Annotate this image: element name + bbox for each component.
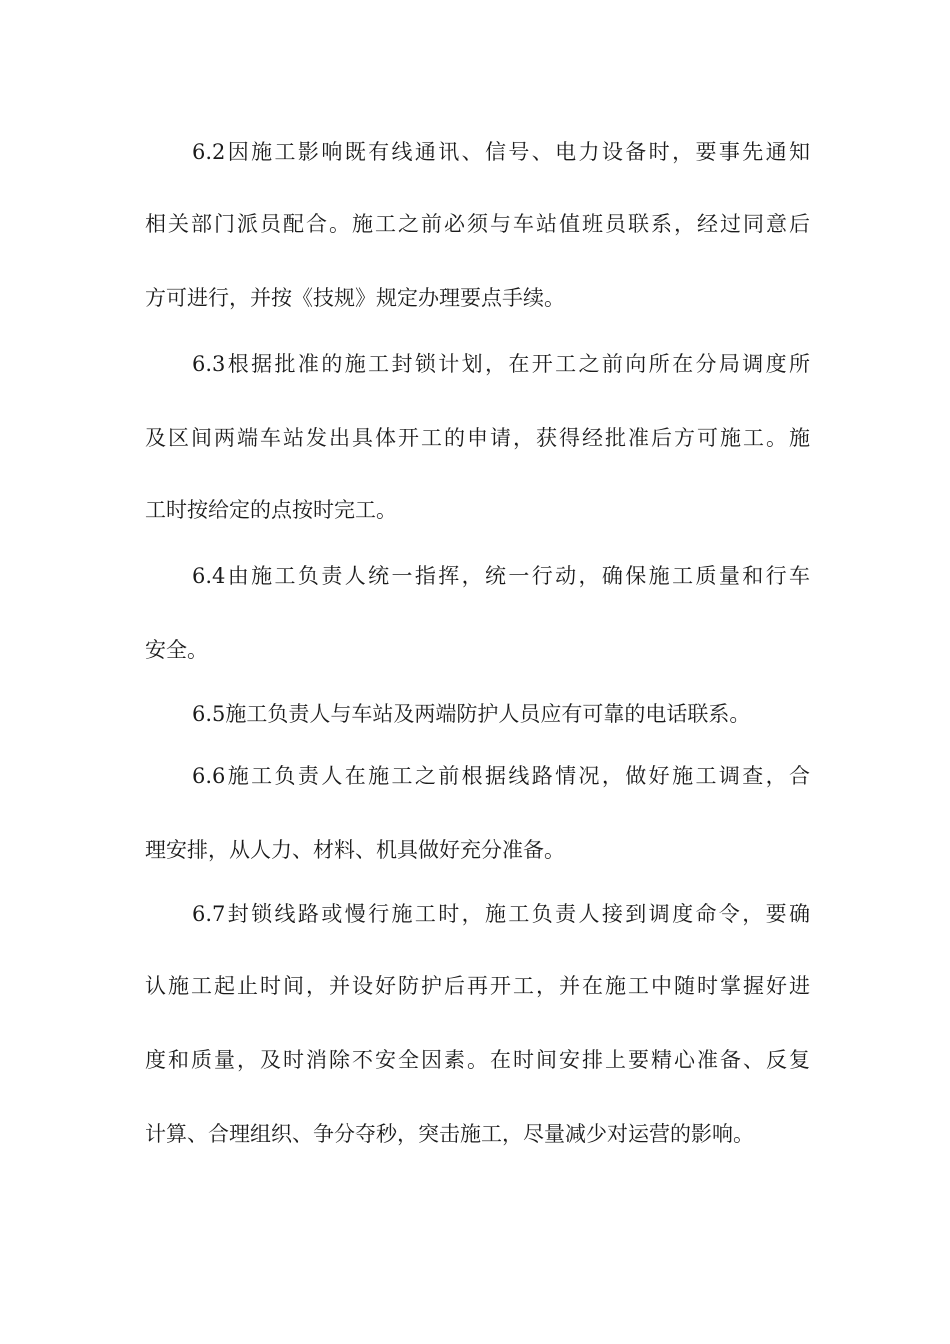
- paragraph-6-5-line-1: 6.5施工负责人与车站及两端防护人员应有可靠的电话联系。: [192, 702, 751, 726]
- paragraph-6-6-line-2: 理安排，从人力、材料、机具做好充分准备。: [145, 838, 565, 862]
- paragraph-6-4-line-2: 安全。: [145, 638, 208, 662]
- paragraph-6-7-line-2: 认施工起止时间，并设好防护后再开工，并在施工中随时掌握好进: [145, 974, 810, 998]
- paragraph-6-2-line-3: 方可进行，并按《技规》规定办理要点手续。: [145, 286, 565, 310]
- paragraph-6-7-line-4: 计算、合理组织、争分夺秒，突击施工，尽量减少对运营的影响。: [145, 1122, 754, 1146]
- paragraph-6-2-line-1: 6.2因施工影响既有线通讯、信号、电力设备时，要事先通知: [192, 140, 810, 164]
- paragraph-6-7-line-3: 度和质量，及时消除不安全因素。在时间安排上要精心准备、反复: [145, 1048, 810, 1072]
- paragraph-6-3-line-3: 工时按给定的点按时完工。: [145, 498, 397, 522]
- paragraph-6-7-line-1: 6.7封锁线路或慢行施工时，施工负责人接到调度命令，要确: [192, 902, 810, 926]
- paragraph-6-3-line-1: 6.3根据批准的施工封锁计划，在开工之前向所在分局调度所: [192, 352, 810, 376]
- paragraph-6-3-line-2: 及区间两端车站发出具体开工的申请，获得经批准后方可施工。施: [145, 426, 810, 450]
- paragraph-6-2-line-2: 相关部门派员配合。施工之前必须与车站值班员联系，经过同意后: [145, 212, 810, 236]
- paragraph-6-6-line-1: 6.6施工负责人在施工之前根据线路情况，做好施工调查，合: [192, 764, 810, 788]
- paragraph-6-4-line-1: 6.4由施工负责人统一指挥，统一行动，确保施工质量和行车: [192, 564, 810, 588]
